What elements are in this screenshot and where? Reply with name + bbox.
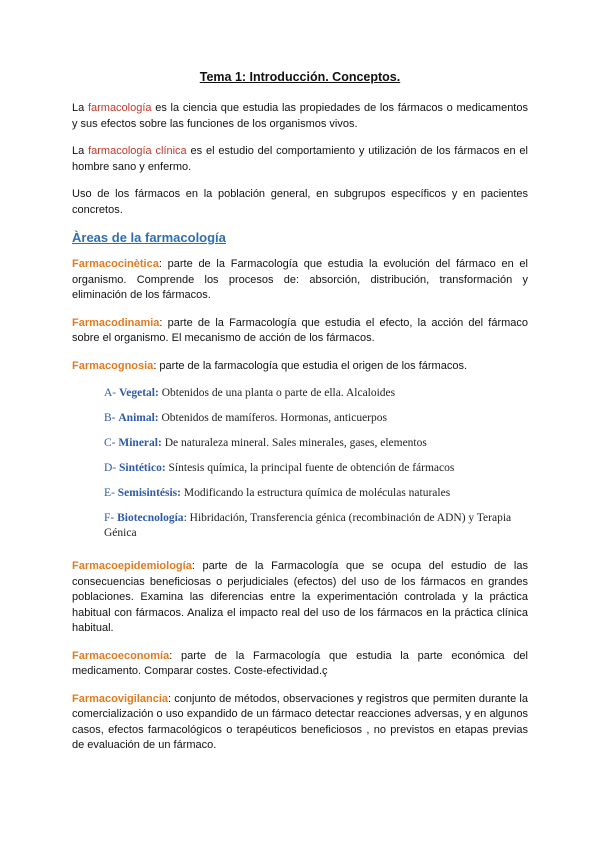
term-farmacoepidemiologia: Farmacoepidemiología — [72, 560, 192, 572]
text: : parte de la Farmacología que se ocupa del estudio de las consecuencias beneficiosas o perjudiciales (efectos) del uso de los fármacos en grandes poblaciones. Examina las diferencias entre la experimentación controlada y la práctica habitual con fármacos. Analiza el impacto real del uso de los fármacos en la práctica clínica habitual. — [72, 560, 528, 634]
term-farmacoeconomia: Farmacoeconomía — [72, 649, 170, 662]
term-farmacologia-clinica: farmacología clínica — [88, 145, 187, 157]
paragraph-farmacodinamia — [72, 316, 528, 347]
list-key: Biotecnología — [117, 512, 184, 524]
term-farmacocinetica: Farmacocinètica — [72, 258, 159, 270]
term-farmacognosia: Farmacognosia — [72, 359, 154, 372]
paragraph-farmacognosia — [72, 359, 528, 375]
text: : parte de la farmacología que estudia el origen de los fármacos. — [153, 359, 467, 372]
list-key: Mineral: — [118, 437, 162, 449]
text: : conjunto de métodos, observaciones y registros que permiten durante la comercialización o uso expandido de un fármaco detectar reacciones adversas, y en algunos casos, efectos farmacológicos o terapéuticos beneficiosos , no previstos en etapas previas de evaluación de un fármaco. — [72, 692, 528, 751]
document-page — [72, 70, 528, 766]
list-item — [104, 486, 528, 501]
paragraph-farmacoepidemiologia — [72, 559, 528, 637]
list-letter: A- — [104, 387, 117, 399]
text: : parte de la Farmacología que estudia la parte económica del medicamento. Comparar costes. Coste-efectividad.ç — [72, 649, 528, 677]
text: es la ciencia que estudia las propiedades de los fármacos o medicamentos y sus efectos sobre las funciones de los organismos vivos. — [72, 102, 528, 130]
origin-list — [104, 386, 528, 541]
text: : parte de la Farmacología que estudia la evolución del fármaco en el organismo. Comprende los procesos de: absorción, distribución, transformación y eliminación de los fármacos. — [72, 258, 528, 301]
paragraph-farmacocinetica — [72, 257, 528, 304]
paragraph-farmacologia-clinica — [72, 144, 528, 175]
list-text: Síntesis química, la principal fuente de obtención de fármacos — [165, 462, 455, 474]
list-letter: E- — [104, 487, 115, 499]
list-key: Sintético: — [119, 462, 166, 474]
term-farmacovigilancia: Farmacovigilancia — [72, 692, 168, 705]
text: La — [72, 145, 89, 157]
list-item — [104, 411, 528, 426]
term-farmacodinamia: Farmacodinamia — [72, 316, 160, 329]
text: : parte de la Farmacología que estudia el efecto, la acción del fármaco sobre el organismo. El mecanismo de acción de los fármacos. — [72, 316, 528, 344]
document-title: Tema 1: Introducción. Conceptos. — [199, 70, 401, 84]
text: La — [72, 102, 88, 114]
list-item — [104, 386, 528, 401]
list-text: Modificando la estructura química de moléculas naturales — [180, 487, 451, 499]
list-key: Animal: — [118, 412, 159, 424]
list-letter: F- — [104, 512, 115, 524]
list-text: : Hibridación, Transferencia génica (recombinación de ADN) y Terapia Génica — [104, 512, 512, 539]
term-farmacologia: farmacología — [87, 102, 152, 114]
paragraph-farmacologia — [72, 101, 528, 132]
paragraph-farmacoeconomia — [72, 649, 528, 680]
list-letter: D- — [104, 462, 117, 474]
paragraph-uso: Uso de los fármacos en la población general, en subgrupos específicos y en pacientes concretos. — [72, 188, 528, 216]
list-item — [104, 511, 528, 541]
paragraph-farmacovigilancia — [72, 692, 528, 754]
list-item — [104, 436, 528, 451]
list-text: Obtenidos de mamíferos. Hormonas, anticuerpos — [158, 412, 387, 424]
section-heading: Àreas de la farmacología — [72, 230, 226, 245]
list-text: De naturaleza mineral. Sales minerales, gases, elementos — [161, 437, 427, 449]
list-item — [104, 461, 528, 476]
list-letter: B- — [104, 412, 116, 424]
list-key: Semisintésis: — [117, 487, 181, 499]
list-key: Vegetal: — [119, 387, 159, 399]
list-text: Obtenidos de una planta o parte de ella. Alcaloides — [158, 387, 396, 399]
text: es el estudio del comportamiento y utilización de los fármacos en el hombre sano y enfermo. — [72, 145, 528, 173]
list-letter: C- — [104, 437, 116, 449]
